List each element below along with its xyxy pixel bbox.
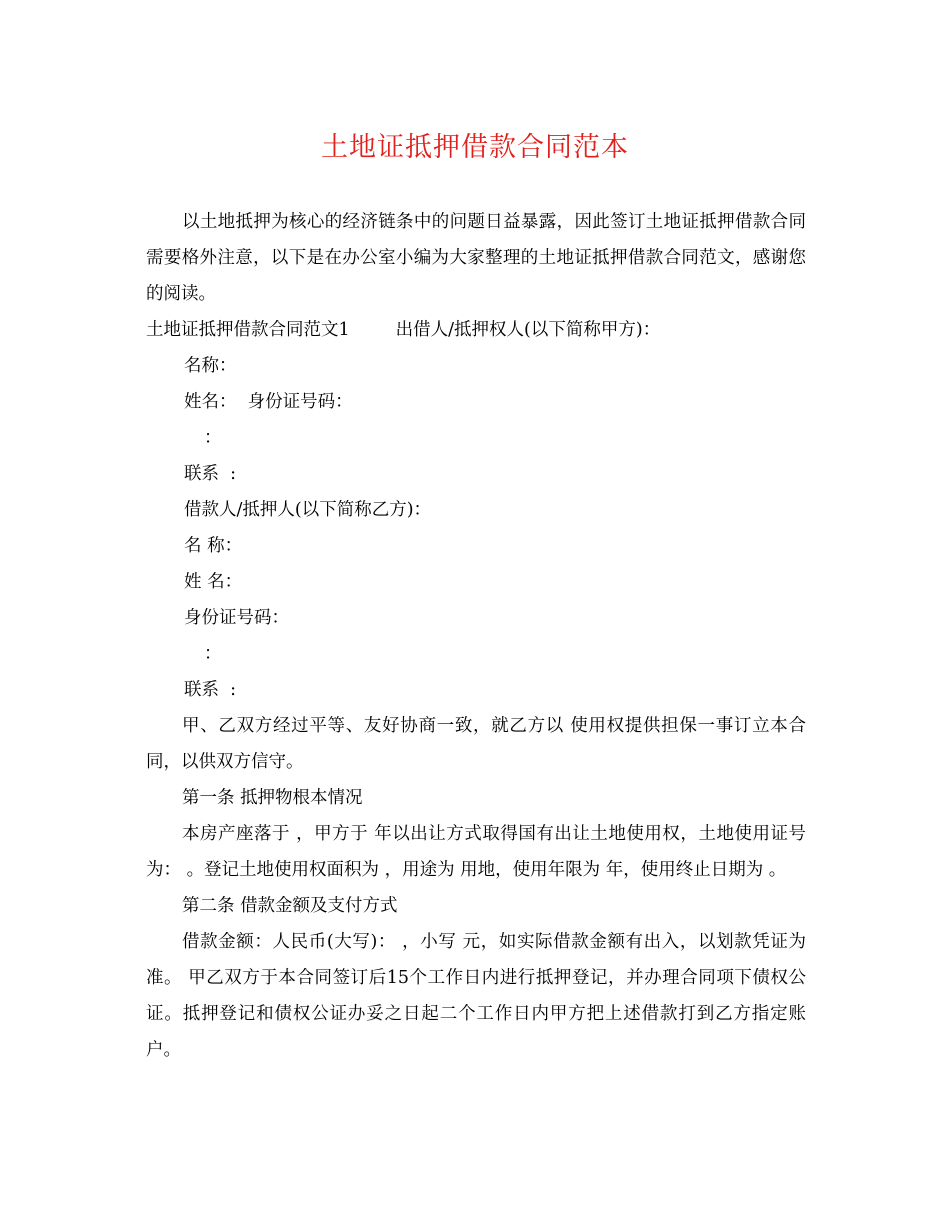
lender-person-id-field: 姓名： 身份证号码： — [184, 392, 353, 412]
borrower-person-field: 姓 名： — [184, 572, 243, 592]
borrower-heading: 借款人/抵押人(以下简称乙方)： — [184, 500, 432, 520]
sample-heading: 土地证抵押借款合同范文1 — [146, 320, 350, 340]
intro-paragraph: 以土地抵押为核心的经济链条中的问题日益暴露，因此签订土地证抵押借款合同需要格外注意，以下是在办公室小编为大家整理的土地证抵押借款合同范文，感谢您的阅读。 — [146, 212, 806, 304]
document-body — [146, 204, 806, 1068]
borrower-colon-field: ： — [204, 644, 222, 664]
agreement-paragraph: 甲、乙双方经过平等、友好协商一致，就乙方以 使用权提供担保一事订立本合同，以供双方信守。 — [146, 716, 806, 772]
article2-title: 第二条 借款金额及支付方式 — [182, 896, 398, 916]
sample-heading-line — [146, 312, 806, 348]
borrower-contact-field: 联系 : — [184, 680, 237, 700]
article1-title: 第一条 抵押物根本情况 — [182, 788, 363, 808]
lender-colon-field: ： — [204, 428, 222, 448]
article2-body: 借款金额：人民币(大写)： ，小写 元，如实际借款金额有出入，以划款凭证为准。 甲乙双方于本合同签订后15个工作日内进行抵押登记，并办理合同项下债权公证。抵押登记和债权公证办妥之日起二个工作日内甲方把上述借款打到乙方指定账户。 — [146, 932, 806, 1060]
document-title: 土地证抵押借款合同范本 — [321, 132, 629, 163]
lender-contact-field: 联系 : — [184, 464, 237, 484]
borrower-name-field: 名 称： — [184, 536, 243, 556]
article1-body: 本房产座落于 ，甲方于 年以出让方式取得国有出让土地使用权，土地使用证号为： 。登记土地使用权面积为 ，用途为 用地，使用年限为 年，使用终止日期为 。 — [146, 824, 806, 880]
lender-heading: 出借人/抵押权人(以下简称甲方)： — [395, 320, 661, 340]
borrower-id-field: 身份证号码： — [184, 608, 289, 628]
lender-name-field: 名称： — [184, 356, 237, 376]
